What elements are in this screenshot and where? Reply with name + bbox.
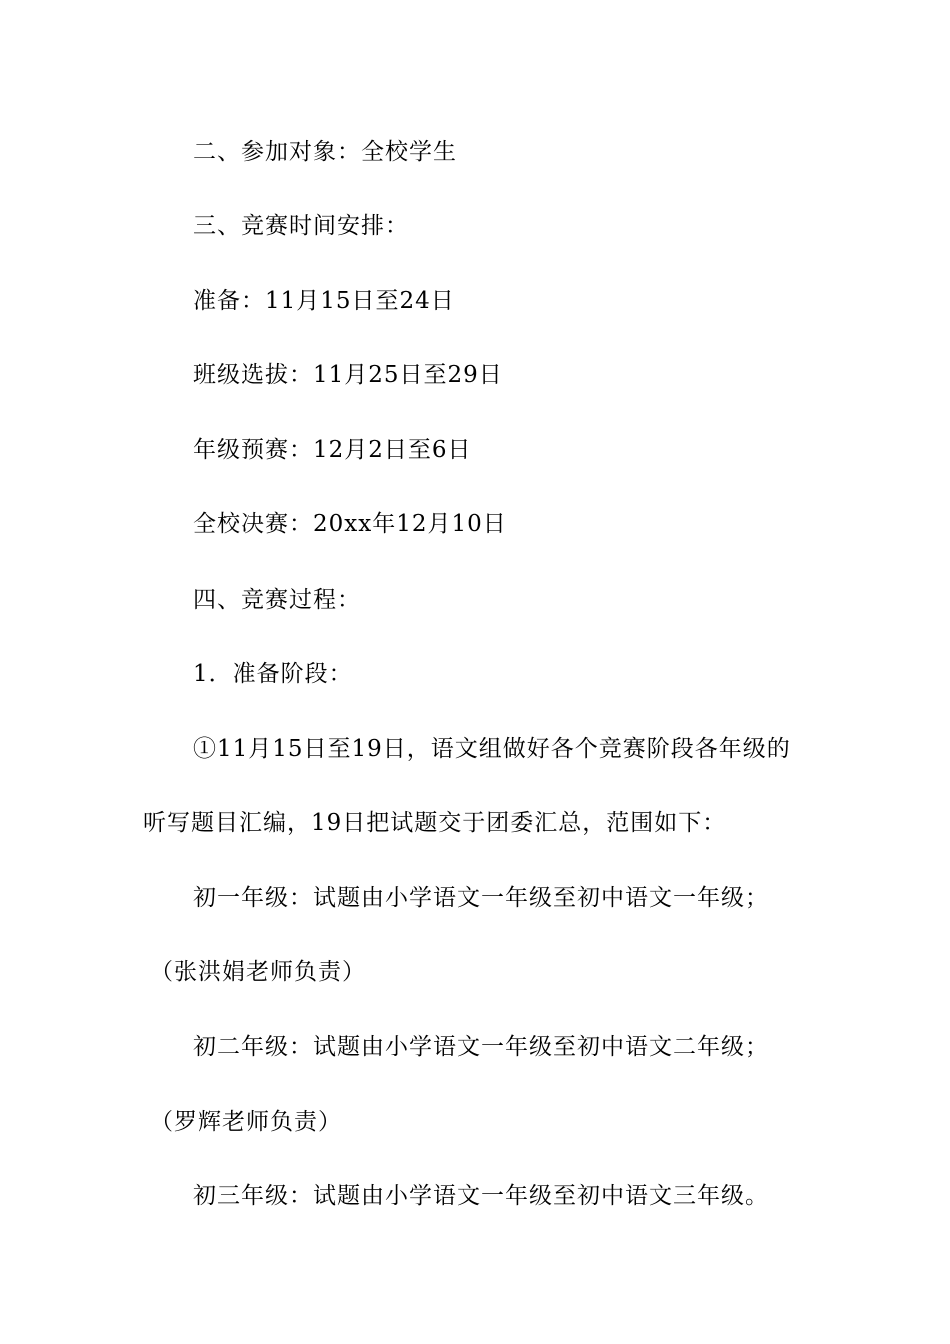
subsection-preparation-stage: 1．准备阶段： xyxy=(193,661,353,687)
schedule-grade-preliminary: 年级预赛：12月2日至6日 xyxy=(193,437,472,463)
paragraph-line-1: ①11月15日至19日，语文组做好各个竞赛阶段各年级的 xyxy=(193,736,791,762)
schedule-preparation: 准备：11月15日至24日 xyxy=(193,288,455,314)
schedule-school-final: 全校决赛：20xx年12月10日 xyxy=(193,511,507,537)
grade-1-teacher: （张洪娟老师负责） xyxy=(150,959,366,985)
section-participants: 二、参加对象：全校学生 xyxy=(193,139,457,165)
section-process-heading: 四、竞赛过程： xyxy=(193,587,361,613)
grade-2-teacher: （罗辉老师负责） xyxy=(150,1109,342,1135)
grade-1-scope: 初一年级：试题由小学语文一年级至初中语文一年级； xyxy=(193,885,769,911)
schedule-class-selection: 班级选拔：11月25日至29日 xyxy=(193,362,503,388)
section-schedule-heading: 三、竞赛时间安排： xyxy=(193,213,409,239)
paragraph-line-2: 听写题目汇编，19日把试题交于团委汇总，范围如下： xyxy=(143,810,727,836)
grade-2-scope: 初二年级：试题由小学语文一年级至初中语文二年级； xyxy=(193,1034,769,1060)
grade-3-scope: 初三年级：试题由小学语文一年级至初中语文三年级。 xyxy=(193,1183,769,1209)
